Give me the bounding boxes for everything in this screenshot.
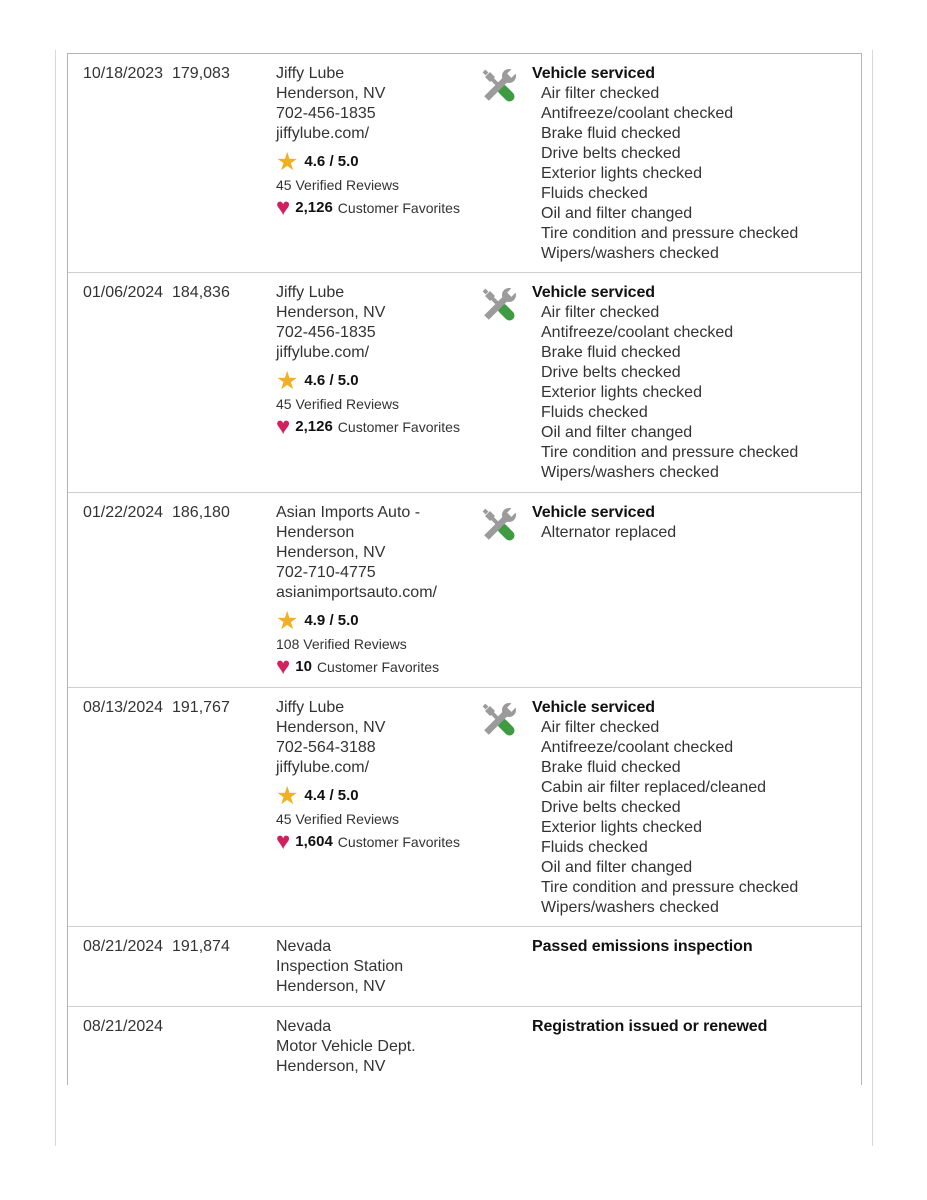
shop-line: Motor Vehicle Dept. — [276, 1038, 416, 1055]
shop-line: Henderson, NV — [276, 978, 386, 995]
service-detail-item: Wipers/washers checked — [541, 464, 719, 481]
shop-line: Henderson, NV — [276, 1058, 386, 1075]
service-detail-item: Wipers/washers checked — [541, 899, 719, 916]
record-mileage: 191,874 — [172, 938, 230, 955]
shop-rating — [276, 608, 469, 634]
record-details — [479, 283, 861, 483]
service-detail-item: Antifreeze/coolant checked — [541, 324, 734, 341]
heart-icon: ♥ — [276, 653, 291, 680]
history-record-row — [68, 54, 861, 273]
shop-line: Henderson, NV — [276, 544, 386, 561]
favorites-label: Customer Favorites — [337, 833, 460, 850]
record-detail-items — [532, 303, 855, 483]
service-detail-item: Alternator replaced — [541, 524, 677, 541]
shop-website-link[interactable]: jiffylube.com/ — [276, 125, 370, 142]
record-title: Vehicle serviced — [532, 284, 655, 301]
rating-value: 4.9 / 5.0 — [304, 612, 359, 629]
customer-favorites — [276, 830, 469, 854]
record-title: Passed emissions inspection — [532, 938, 753, 955]
wrench-screwdriver-icon — [479, 700, 519, 740]
shop-line: Inspection Station — [276, 958, 404, 975]
shop-rating — [276, 783, 469, 809]
service-detail-item: Fluids checked — [541, 404, 648, 421]
service-detail-item: Drive belts checked — [541, 145, 681, 162]
service-detail-item: Cabin air filter replaced/cleaned — [541, 779, 767, 796]
shop-line: Asian Imports Auto - Henderson — [276, 504, 421, 541]
shop-line: Jiffy Lube — [276, 699, 345, 716]
rating-value: 4.6 / 5.0 — [304, 372, 359, 389]
shop-info — [261, 64, 479, 220]
wrench-screwdriver-icon — [479, 285, 519, 325]
service-detail-item: Air filter checked — [541, 304, 660, 321]
record-details — [479, 937, 861, 957]
service-detail-item: Tire condition and pressure checked — [541, 444, 799, 461]
favorites-count: 2,126 — [295, 418, 333, 435]
shop-line: 702-564-3188 — [276, 739, 376, 756]
service-detail-item: Exterior lights checked — [541, 384, 702, 401]
service-detail-item: Air filter checked — [541, 85, 660, 102]
shop-line: 702-710-4775 — [276, 564, 376, 581]
heart-icon: ♥ — [276, 413, 291, 440]
history-record-row — [68, 493, 861, 688]
record-details — [479, 698, 861, 918]
customer-favorites — [276, 415, 469, 439]
shop-info — [261, 503, 479, 679]
history-record-row — [68, 273, 861, 493]
service-detail-item: Air filter checked — [541, 719, 660, 736]
rating-value: 4.6 / 5.0 — [304, 153, 359, 170]
record-title: Vehicle serviced — [532, 699, 655, 716]
shop-line: 702-456-1835 — [276, 105, 376, 122]
record-details — [479, 1017, 861, 1037]
shop-website-link[interactable]: jiffylube.com/ — [276, 344, 370, 361]
rating-value: 4.4 / 5.0 — [304, 787, 359, 804]
shop-lines — [276, 698, 469, 778]
shop-line: 702-456-1835 — [276, 324, 376, 341]
shop-info — [261, 1017, 479, 1077]
verified-reviews: 45 Verified Reviews — [276, 396, 399, 412]
service-detail-item: Brake fluid checked — [541, 759, 681, 776]
customer-favorites — [276, 655, 469, 679]
verified-reviews: 45 Verified Reviews — [276, 177, 399, 193]
record-detail-items — [532, 84, 855, 264]
history-record-row — [68, 688, 861, 927]
service-detail-item: Exterior lights checked — [541, 165, 702, 182]
record-mileage: 179,083 — [172, 65, 230, 82]
favorites-label: Customer Favorites — [316, 658, 440, 675]
page-edge-rule-left — [55, 50, 56, 1146]
service-detail-item: Brake fluid checked — [541, 125, 681, 142]
shop-info — [261, 698, 479, 854]
history-record-row — [68, 927, 861, 1007]
service-detail-item: Fluids checked — [541, 839, 648, 856]
service-detail-item: Drive belts checked — [541, 799, 681, 816]
shop-info — [261, 283, 479, 439]
record-mileage: 191,767 — [172, 699, 230, 716]
shop-lines — [276, 937, 469, 997]
record-details — [479, 503, 861, 543]
service-detail-item: Tire condition and pressure checked — [541, 225, 799, 242]
favorites-label: Customer Favorites — [337, 199, 460, 216]
record-date: 08/21/2024 — [83, 938, 164, 955]
shop-line: Henderson, NV — [276, 85, 386, 102]
shop-line: Jiffy Lube — [276, 284, 345, 301]
favorites-count: 2,126 — [295, 199, 333, 216]
record-date: 10/18/2023 — [83, 65, 164, 82]
shop-lines — [276, 283, 469, 363]
record-title: Vehicle serviced — [532, 504, 655, 521]
star-icon: ★ — [276, 606, 299, 635]
service-detail-item: Drive belts checked — [541, 364, 681, 381]
star-icon: ★ — [276, 781, 299, 810]
wrench-screwdriver-icon — [479, 505, 519, 545]
service-history-table — [67, 53, 862, 1085]
page-edge-rule-right — [872, 50, 873, 1146]
verified-reviews: 108 Verified Reviews — [276, 636, 407, 652]
history-record-row — [68, 1007, 861, 1085]
customer-favorites — [276, 196, 469, 220]
heart-icon: ♥ — [276, 194, 291, 221]
service-detail-item: Brake fluid checked — [541, 344, 681, 361]
shop-website-link[interactable]: jiffylube.com/ — [276, 759, 370, 776]
service-detail-item: Antifreeze/coolant checked — [541, 105, 734, 122]
heart-icon: ♥ — [276, 828, 291, 855]
shop-line: Nevada — [276, 938, 332, 955]
shop-line: Henderson, NV — [276, 719, 386, 736]
record-details — [479, 64, 861, 264]
wrench-screwdriver-icon — [479, 66, 519, 106]
shop-line: Jiffy Lube — [276, 65, 345, 82]
star-icon: ★ — [276, 366, 299, 395]
record-date: 08/13/2024 — [83, 699, 164, 716]
verified-reviews: 45 Verified Reviews — [276, 811, 399, 827]
star-icon: ★ — [276, 147, 299, 176]
record-date: 01/06/2024 — [83, 284, 164, 301]
record-mileage: 186,180 — [172, 504, 230, 521]
shop-lines — [276, 503, 469, 603]
shop-website-link[interactable]: asianimportsauto.com/ — [276, 584, 437, 601]
shop-line: Nevada — [276, 1018, 332, 1035]
service-detail-item: Exterior lights checked — [541, 819, 702, 836]
record-detail-items — [532, 523, 855, 543]
shop-rating — [276, 368, 469, 394]
record-mileage: 184,836 — [172, 284, 230, 301]
favorites-count: 10 — [295, 658, 312, 675]
service-detail-item: Tire condition and pressure checked — [541, 879, 799, 896]
favorites-label: Customer Favorites — [337, 418, 460, 435]
service-detail-item: Wipers/washers checked — [541, 245, 719, 262]
record-date: 01/22/2024 — [83, 504, 164, 521]
record-detail-items — [532, 718, 855, 918]
shop-lines — [276, 1017, 469, 1077]
favorites-count: 1,604 — [295, 833, 333, 850]
shop-info — [261, 937, 479, 997]
service-detail-item: Oil and filter changed — [541, 424, 693, 441]
shop-line: Henderson, NV — [276, 304, 386, 321]
shop-rating — [276, 149, 469, 175]
service-detail-item: Oil and filter changed — [541, 859, 693, 876]
service-detail-item: Antifreeze/coolant checked — [541, 739, 734, 756]
record-date: 08/21/2024 — [83, 1018, 164, 1035]
record-title: Vehicle serviced — [532, 65, 655, 82]
service-detail-item: Oil and filter changed — [541, 205, 693, 222]
record-title: Registration issued or renewed — [532, 1018, 768, 1035]
shop-lines — [276, 64, 469, 144]
service-detail-item: Fluids checked — [541, 185, 648, 202]
